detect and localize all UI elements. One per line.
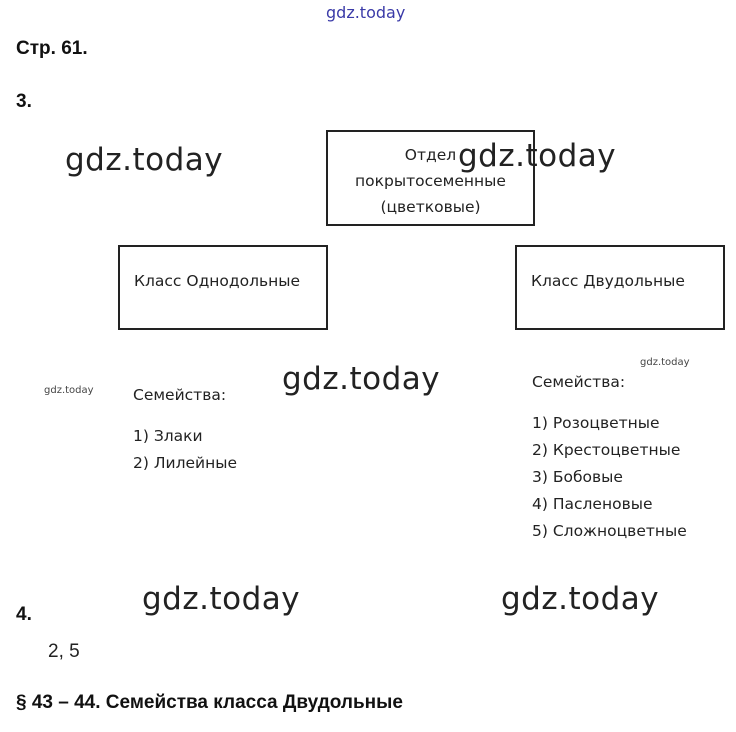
list-item: 2) Лилейные xyxy=(133,454,237,472)
division-line-3: (цветковые) xyxy=(380,198,481,216)
section-heading: § 43 – 44. Семейства класса Двудольные xyxy=(16,692,403,713)
monocots-box xyxy=(118,245,328,330)
task4-number: 4. xyxy=(16,604,32,625)
list-item: 1) Злаки xyxy=(133,427,203,445)
watermark-3: gdz.today xyxy=(282,361,441,397)
page-label: Стр. 61. xyxy=(16,38,88,59)
watermark-5: gdz.today xyxy=(501,581,660,617)
monocots-class-label: Класс Однодольные xyxy=(134,272,301,290)
task3-number: 3. xyxy=(16,91,32,112)
list-item: 1) Розоцветные xyxy=(532,414,660,432)
list-item: 4) Пасленовые xyxy=(532,495,653,513)
watermark-4: gdz.today xyxy=(142,581,301,617)
watermark-2: gdz.today xyxy=(458,138,617,174)
division-line-2: покрытосеменные xyxy=(355,172,506,190)
watermark-top: gdz.today xyxy=(326,3,406,22)
list-item: 3) Бобовые xyxy=(532,468,623,486)
division-line-1: Отдел xyxy=(404,146,457,164)
dicots-box xyxy=(515,245,725,330)
list-item: 5) Сложноцветные xyxy=(532,522,687,540)
dicots-families-title: Семейства: xyxy=(532,373,626,391)
dicots-families-list xyxy=(532,410,687,545)
monocots-families-title: Семейства: xyxy=(133,386,227,404)
monocots-families-list xyxy=(133,423,237,477)
dicots-class-label: Класс Двудольные xyxy=(531,272,685,290)
watermark-small-right: gdz.today xyxy=(640,357,690,368)
watermark-1: gdz.today xyxy=(65,142,224,178)
task4-answer: 2, 5 xyxy=(48,641,80,662)
list-item: 2) Крестоцветные xyxy=(532,441,681,459)
watermark-small-left: gdz.today xyxy=(44,385,94,396)
